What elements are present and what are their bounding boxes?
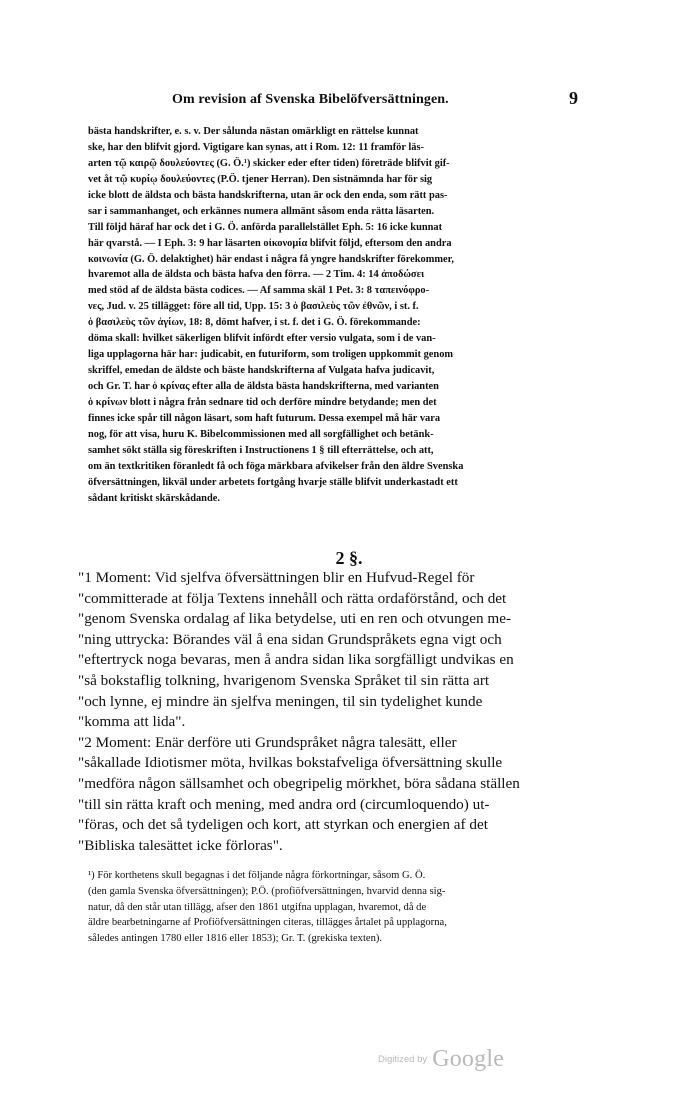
page-number: 9	[569, 88, 578, 108]
footnote	[88, 868, 578, 947]
text-line: ὁ κρίνων blott i några från sednare tid och derföre mindre betydande; men det	[88, 396, 437, 408]
footnote-line: (den gamla Svenska öfversättningen); P.Ö. (profiöfversättningen, hvarvid denna sig-	[88, 885, 446, 897]
text-line: liga upplagorna här har: judicabit, en futuriform, som troligen uppkommit genom	[88, 349, 454, 361]
text-line: Till följd häraf har ock det i G. Ö. anförda parallelstället Eph. 5: 16 icke kunnat	[88, 221, 443, 233]
quote-line: "eftertryck noga bevaras, men å andra sidan lika sorgfälligt undvikas en	[78, 651, 514, 669]
footnote-line: äldre bearbetningarne af Profiöfversättningen citeras, tillägges årtalet på upplagorna,	[88, 917, 447, 929]
footnote-line: således antingen 1780 eller 1816 eller 1853); Gr. T. (grekiska texten).	[88, 933, 383, 945]
quote-line: "så bokstaflig tolkning, hvarigenom Svenska Språket til sin rätta art	[78, 671, 490, 689]
quote-line: "till sin rätta kraft och mening, med andra ord (circumloquendo) ut-	[78, 795, 490, 813]
quote-line: "medföra någon sällsamhet och obegripelig mörkhet, böra sådana ställen	[78, 774, 520, 792]
text-line: och Gr. T. har ὁ κρίνας efter alla de äldsta bästa handskrifterna, med varianten	[88, 381, 439, 392]
text-line: vet åt τῷ κυρίῳ δουλεύοντες (P.Ö. tjener Herran). Den sistnämnda har för sig	[88, 173, 433, 185]
text-line: skriffel, emedan de äldste och bäste handskrifterna af Vulgata hafva judicavit,	[88, 365, 435, 377]
text-line: med stöd af de äldsta bästa codices. — Af samma skäl 1 Pet. 3: 8 ταπεινόφρο-	[88, 285, 430, 297]
footnote-line: ¹) För korthetens skull begagnas i det följande några förkortningar, såsom G. Ö.	[88, 870, 426, 881]
continuation-paragraph	[88, 124, 578, 544]
text-line: nog, för att visa, huru K. Bibelcommissionen med all sorgfällighet och betänk-	[88, 428, 434, 440]
quote-line: "2 Moment: Enär derföre uti Grundspråket några talesätt, eller	[78, 733, 457, 751]
watermark-prefix: Digitized by	[378, 1054, 428, 1065]
text-line: sådant kritiskt skärskådande.	[88, 492, 220, 504]
footnote-line: natur, då den står utan tillägg, afser den 1861 utgifna upplagan, hvaremot, då de	[88, 901, 427, 913]
text-line: icke blott de äldsta och bästa handskrifterna, utan är ock den enda, som rätt pas-	[88, 189, 448, 201]
google-logo: Google	[432, 1046, 505, 1072]
text-line: κοινωνία (G. Ö. delaktighet) här endast i några få yngre handskrifter förekommer,	[88, 253, 454, 265]
quote-line: "såkallade Idiotismer möta, hvilkas bokstafveliga öfversättning skulle	[78, 754, 503, 772]
quote-line: "genom Svenska ordalag af lika betydelse, uti en ren och otvungen me-	[78, 610, 512, 628]
text-line: här qvarstå. — I Eph. 3: 9 har läsarten οἰκονομία blifvit följd, eftersom den andra	[88, 237, 452, 249]
digitized-watermark	[378, 1046, 504, 1073]
quote-line: "ning uttrycka: Börandes väl å ena sidan Grundspråkets egna vigt och	[78, 630, 502, 648]
quote-line: "föras, och det så tydeligen och kort, att styrkan och energien af det	[78, 816, 488, 834]
quote-line: "och lynne, ej mindre än sjelfva meningen, til sin tydelighet kunde	[78, 692, 483, 710]
text-line: sar i sammanhanget, och erkännes numera allmänt såsom enda rätta läsarten.	[88, 205, 435, 217]
text-line: öfversättningen, likväl under arbetets fortgång hvarje ställe blifvit underkastadt ett	[88, 476, 458, 488]
text-line: νες, Jud. v. 25 tillägget: före all tid, Upp. 15: 3 ὁ βασιλεὺς τῶν ἐθνῶν, i st. f.	[88, 301, 419, 313]
quote-line: "committerade at följa Textens innehåll och rätta ordaförstånd, och det	[78, 589, 507, 607]
text-line: ske, har den blifvit gjord. Vigtigare kan synas, att i Rom. 12: 11 framför läs-	[88, 141, 424, 153]
quote-line: "Bibliska talesättet icke förloras".	[78, 836, 283, 854]
text-line: hvaremot alla de äldsta och bästa hafva den förra. — 2 Tim. 4: 14 ἀποδώσει	[88, 269, 425, 281]
text-line: ὁ βασιλεὺς τῶν ἁγίων, 18: 8, dömt hafver, i st. f. det i G. Ö. förekommande:	[88, 317, 421, 329]
text-line: döma skall: hvilket säkerligen blifvit infördt efter versio vulgata, som i de van-	[88, 333, 436, 345]
quote-line: "komma att lida".	[78, 713, 186, 731]
text-line: om än textkritiken föranledt få och föga märkbara afvikelser från den äldre Svenska	[88, 460, 464, 472]
text-line: samhet sökt ställa sig föreskriften i Instructionens 1 § till efterrättelse, och att,	[88, 444, 434, 456]
text-line: arten τῷ καιρῷ δουλεύοντες (G. Ö.¹) skicker eder efter tiden) företräde blifvit gif-	[88, 157, 450, 169]
running-title: Om revision af Svenska Bibelöfversättningen.	[172, 92, 449, 107]
text-line: finnes icke spår till någon läsart, som haft futurum. Dessa exempel må här vara	[88, 412, 441, 424]
text-line: bästa handskrifter, e. s. v. Der sålunda nästan omärkligt en rättelse kunnat	[88, 126, 419, 137]
section-heading: 2 §.	[335, 548, 363, 568]
quote-line: "1 Moment: Vid sjelfva öfversättningen blir en Hufvud-Regel för	[78, 569, 475, 586]
instruction-quote	[78, 568, 578, 856]
running-head	[88, 88, 578, 112]
